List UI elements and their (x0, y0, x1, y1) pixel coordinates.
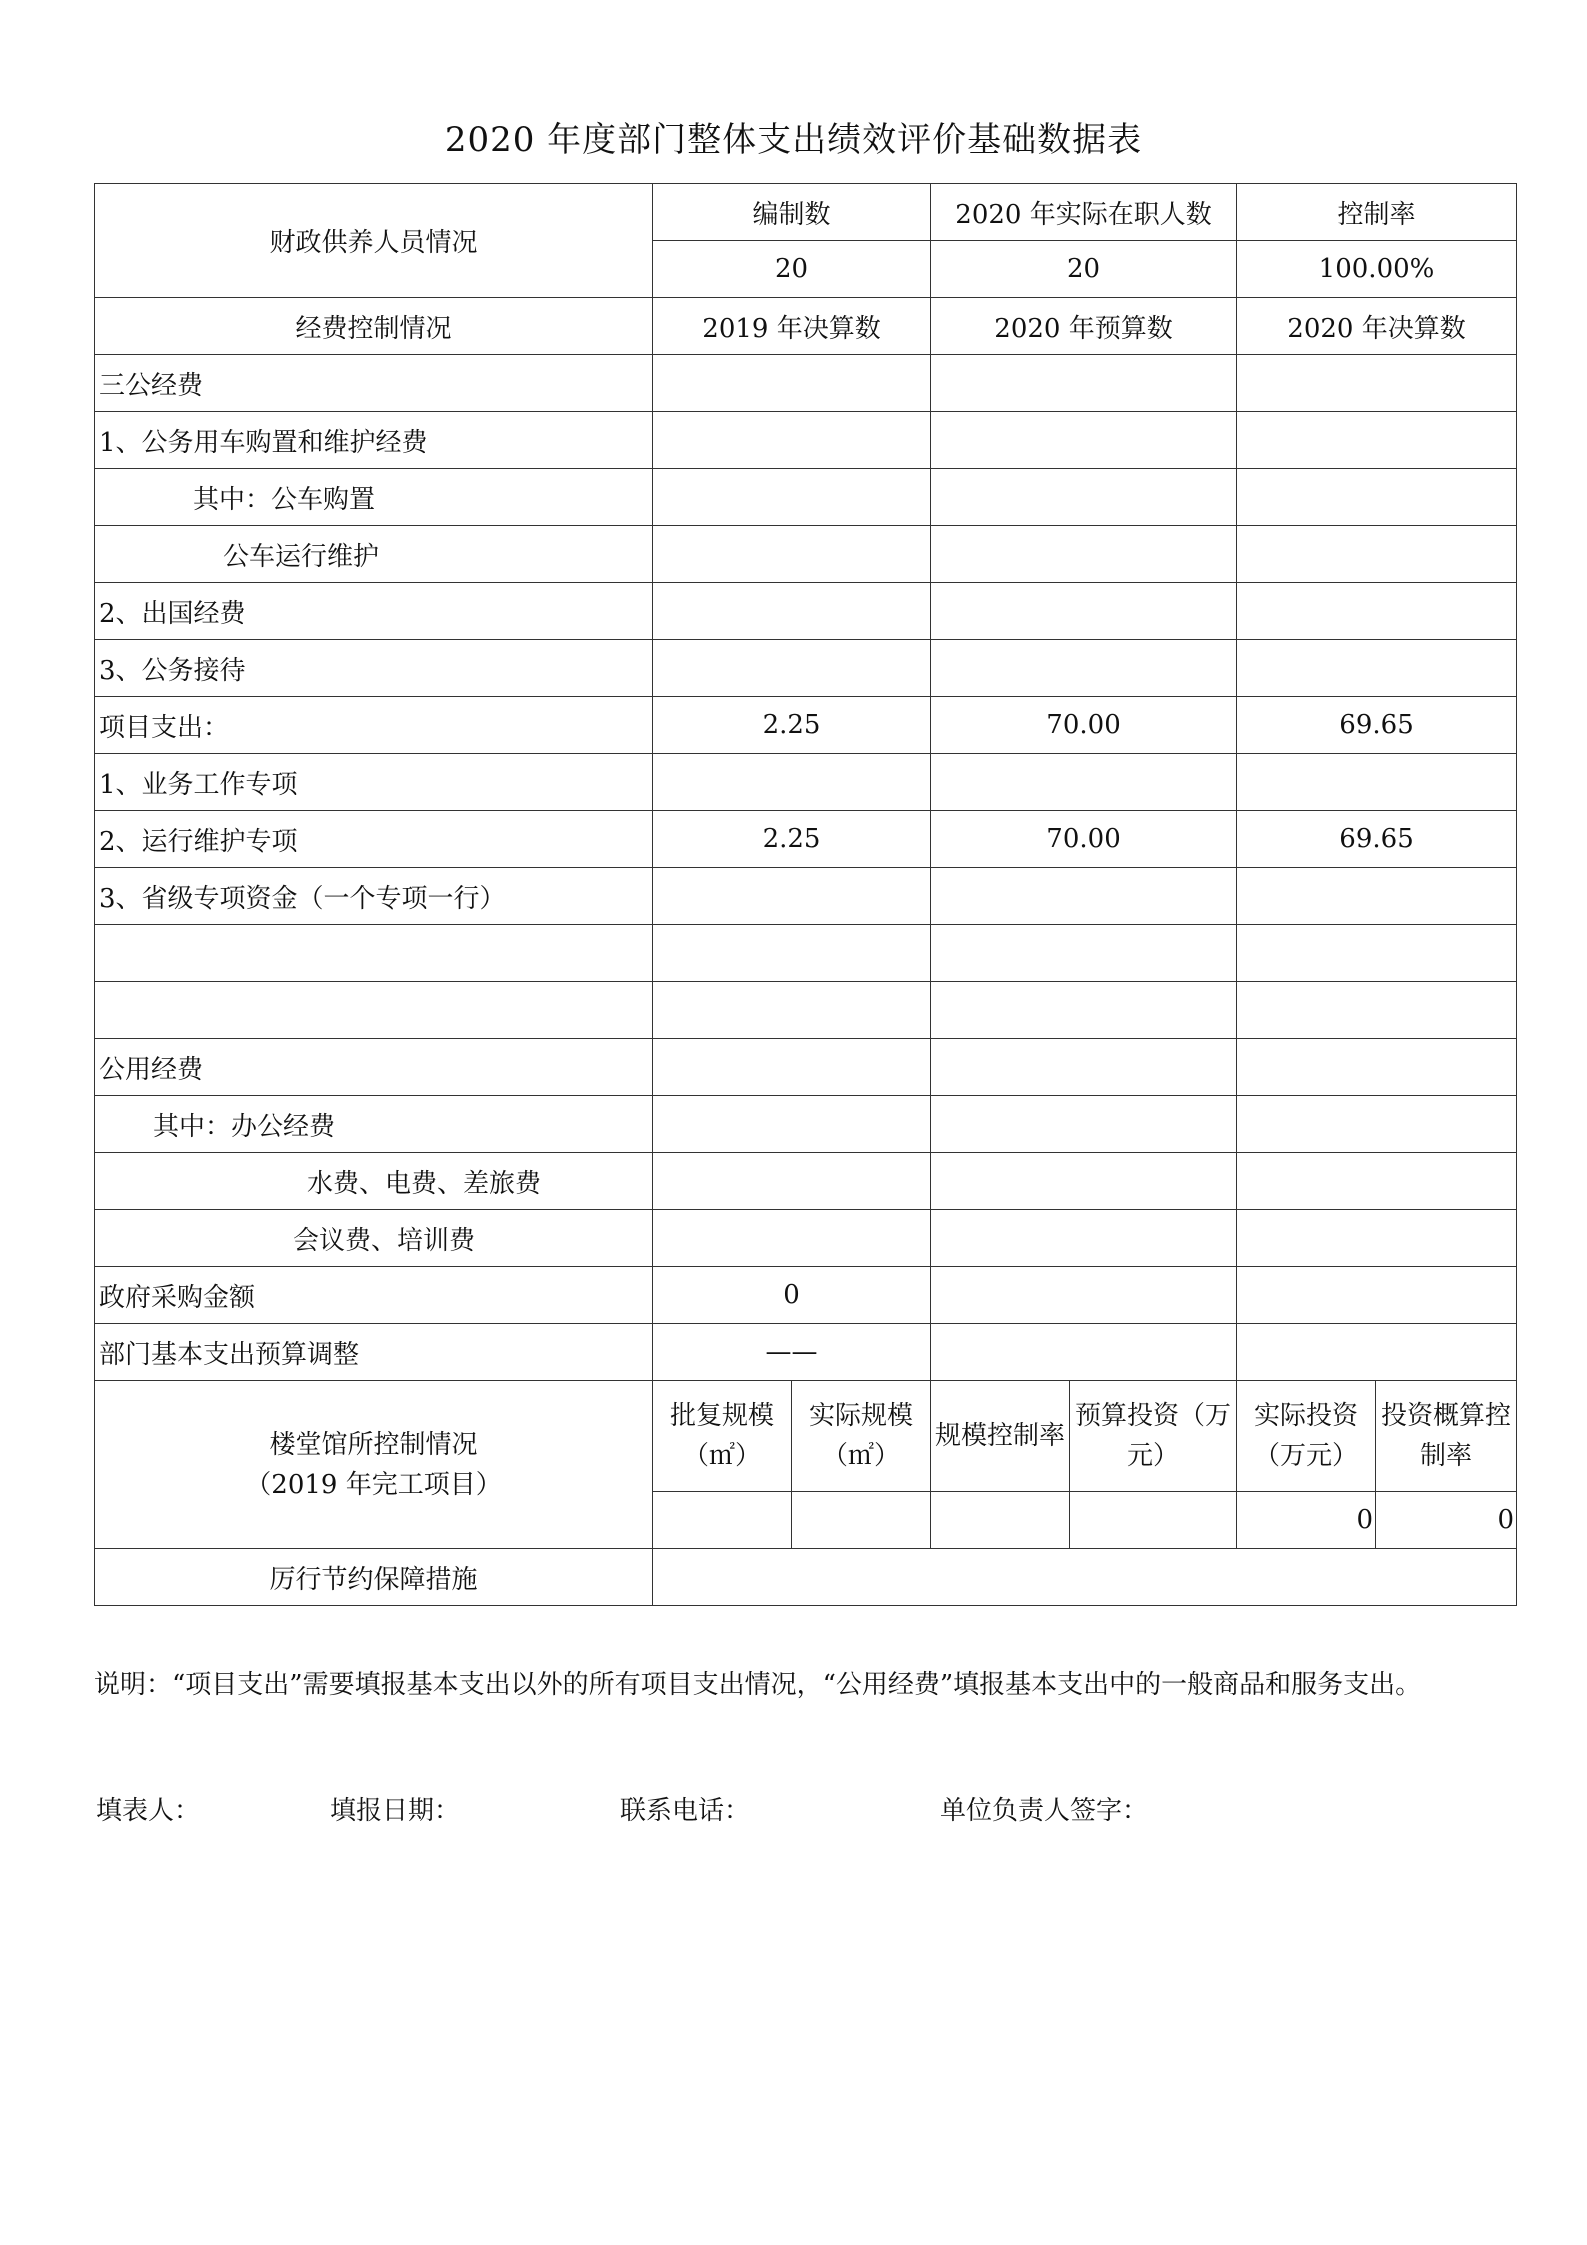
row-label: 1、业务工作专项 (95, 754, 653, 811)
row-value-2020-budget: 70.00 (931, 697, 1237, 754)
building-label (95, 1381, 653, 1549)
row-value-2020-final (1237, 754, 1517, 811)
row-value-2019 (653, 1039, 931, 1096)
table-row (95, 868, 1517, 925)
data-table (94, 183, 1517, 1606)
row-label: 2、运行维护专项 (95, 811, 653, 868)
row-label: 项目支出： (95, 697, 653, 754)
row-value-2020-budget (931, 526, 1237, 583)
row-value-2020-final (1237, 982, 1517, 1039)
row-label: 水费、电费、差旅费 (95, 1153, 653, 1210)
note-text: 说明：“项目支出”需要填报基本支出以外的所有项目支出情况，“公用经费”填报基本支出中的一般商品和服务支出。 (94, 1670, 1422, 1700)
table-row (95, 412, 1517, 469)
building-value-actual-scale (792, 1492, 931, 1549)
staff-value-quota: 20 (653, 241, 931, 298)
row-value-2019 (653, 982, 931, 1039)
row-label (95, 982, 653, 1039)
row-value-2019 (653, 469, 931, 526)
row-value-2020-budget (931, 1153, 1237, 1210)
frugal-label: 厉行节约保障措施 (95, 1549, 653, 1606)
table-row (95, 982, 1517, 1039)
row-label (95, 925, 653, 982)
row-value-2020-budget (931, 583, 1237, 640)
row-value-2020-final (1237, 583, 1517, 640)
table-row (95, 355, 1517, 412)
staff-value-actual: 20 (931, 241, 1237, 298)
table-row (95, 811, 1517, 868)
row-value-2020-budget (931, 1039, 1237, 1096)
row-value-2020-final (1237, 925, 1517, 982)
building-value-scale-rate (931, 1492, 1070, 1549)
row-value-2020-budget (931, 868, 1237, 925)
row-value-2019 (653, 412, 931, 469)
table-row (95, 469, 1517, 526)
row-label: 3、省级专项资金（一个专项一行） (95, 868, 653, 925)
row-value-2019 (653, 754, 931, 811)
row-value-2020-final (1237, 1324, 1517, 1381)
row-value-2020-final: 69.65 (1237, 697, 1517, 754)
staff-value-rate: 100.00% (1237, 241, 1517, 298)
row-label: 政府采购金额 (95, 1267, 653, 1324)
row-label: 公车运行维护 (95, 526, 653, 583)
table-row (95, 1039, 1517, 1096)
row-value-2020-budget (931, 1210, 1237, 1267)
row-label: 1、公务用车购置和维护经费 (95, 412, 653, 469)
row-label: 其中：办公经费 (95, 1096, 653, 1153)
row-value-2020-budget (931, 412, 1237, 469)
table-row (95, 1210, 1517, 1267)
row-value-2020-final (1237, 1210, 1517, 1267)
building-header-scale-rate: 规模控制率 (931, 1381, 1070, 1492)
row-value-2020-final (1237, 1153, 1517, 1210)
table-row (95, 526, 1517, 583)
building-header-invest-rate: 投资概算控制率 (1376, 1381, 1517, 1492)
row-value-2020-budget (931, 640, 1237, 697)
row-value-2020-final (1237, 1267, 1517, 1324)
row-value-2019 (653, 925, 931, 982)
row-value-2019: 0 (653, 1267, 931, 1324)
row-value-2020-final (1237, 640, 1517, 697)
building-label-line2: （2019 年完工项目） (245, 1469, 502, 1500)
row-label: 三公经费 (95, 355, 653, 412)
table-row (95, 640, 1517, 697)
row-value-2020-budget (931, 1267, 1237, 1324)
building-value-actual-invest: 0 (1237, 1492, 1376, 1549)
page-title: 2020 年度部门整体支出绩效评价基础数据表 (444, 120, 1143, 160)
building-header-actual-invest: 实际投资（万元） (1237, 1381, 1376, 1492)
table-row (95, 1267, 1517, 1324)
row-label: 公用经费 (95, 1039, 653, 1096)
row-value-2019: —— (653, 1324, 931, 1381)
row-value-2020-final (1237, 469, 1517, 526)
row-value-2019 (653, 355, 931, 412)
row-value-2019: 2.25 (653, 811, 931, 868)
row-value-2019 (653, 526, 931, 583)
footer-filler: 填表人： (96, 1796, 201, 1826)
row-value-2019 (653, 1153, 931, 1210)
row-value-2020-budget (931, 1096, 1237, 1153)
row-label: 部门基本支出预算调整 (95, 1324, 653, 1381)
row-value-2020-final (1237, 1039, 1517, 1096)
building-header-approved-scale: 批复规模（㎡） (653, 1381, 792, 1492)
row-value-2020-budget (931, 925, 1237, 982)
table-row (95, 697, 1517, 754)
row-value-2020-budget (931, 469, 1237, 526)
row-value-2019 (653, 868, 931, 925)
row-value-2019 (653, 640, 931, 697)
footer-phone: 联系电话： (620, 1796, 751, 1826)
footer-date: 填报日期： (330, 1796, 461, 1826)
table-row (95, 754, 1517, 811)
table-row (95, 925, 1517, 982)
row-label: 2、出国经费 (95, 583, 653, 640)
table-row (95, 1324, 1517, 1381)
staff-header-rate: 控制率 (1237, 184, 1517, 241)
row-label: 会议费、培训费 (95, 1210, 653, 1267)
row-value-2020-budget (931, 355, 1237, 412)
row-value-2020-final (1237, 355, 1517, 412)
budget-header-2020-budget: 2020 年预算数 (931, 298, 1237, 355)
row-label: 其中：公车购置 (95, 469, 653, 526)
row-value-2020-budget (931, 982, 1237, 1039)
staff-header-quota: 编制数 (653, 184, 931, 241)
building-value-approved-scale (653, 1492, 792, 1549)
row-value-2020-final (1237, 526, 1517, 583)
building-header-budget-invest: 预算投资（万元） (1070, 1381, 1237, 1492)
building-value-invest-rate: 0 (1376, 1492, 1517, 1549)
row-value-2019 (653, 1096, 931, 1153)
row-value-2019 (653, 1210, 931, 1267)
row-value-2020-final: 69.65 (1237, 811, 1517, 868)
row-value-2020-budget: 70.00 (931, 811, 1237, 868)
row-value-2020-budget (931, 1324, 1237, 1381)
row-label: 3、公务接待 (95, 640, 653, 697)
budget-label: 经费控制情况 (95, 298, 653, 355)
building-value-budget-invest (1070, 1492, 1237, 1549)
table-row (95, 1153, 1517, 1210)
building-label-line1: 楼堂馆所控制情况 (269, 1429, 478, 1460)
staff-header-actual: 2020 年实际在职人数 (931, 184, 1237, 241)
building-header-actual-scale: 实际规模（㎡） (792, 1381, 931, 1492)
staff-label: 财政供养人员情况 (95, 184, 653, 298)
row-value-2020-budget (931, 754, 1237, 811)
frugal-value (653, 1549, 1517, 1606)
row-value-2020-final (1237, 1096, 1517, 1153)
table-row (95, 583, 1517, 640)
row-value-2020-final (1237, 412, 1517, 469)
row-value-2020-final (1237, 868, 1517, 925)
row-value-2019: 2.25 (653, 697, 931, 754)
footer-signer: 单位负责人签字： (940, 1796, 1149, 1826)
row-value-2019 (653, 583, 931, 640)
budget-header-2019-final: 2019 年决算数 (653, 298, 931, 355)
budget-header-2020-final: 2020 年决算数 (1237, 298, 1517, 355)
table-row (95, 1096, 1517, 1153)
